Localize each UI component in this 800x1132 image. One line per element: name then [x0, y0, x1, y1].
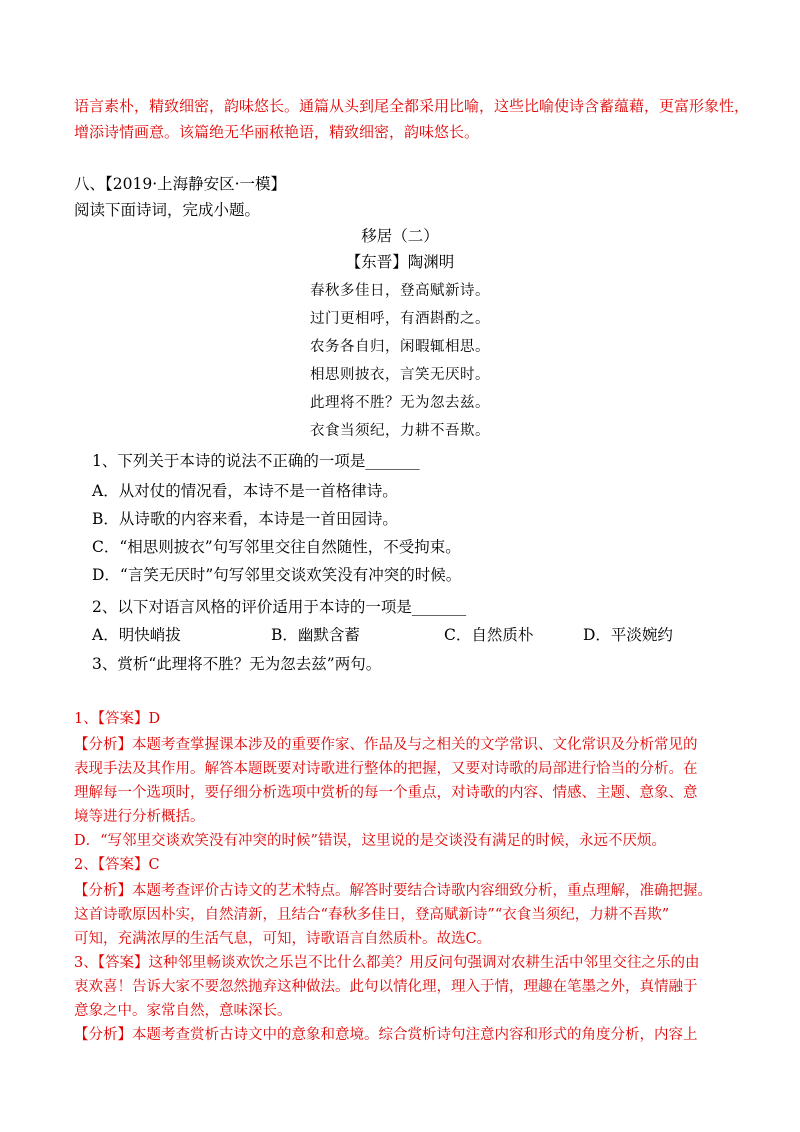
answer-3-line: 意象之中。家常自然，意味深长。	[74, 1003, 292, 1019]
analysis-1-line: 境等进行分析概括。	[74, 809, 205, 825]
answer-3-line: 3、【答案】这种邻里畅谈欢饮之乐岂不比什么都美？用反问句强调对农耕生活中邻里交往之乐的由	[74, 955, 700, 971]
poem-line: 此理将不胜？无为忽去兹。	[310, 395, 490, 411]
intro-line-1: 语言素朴，精致细密，韵味悠长。通篇从头到尾全都采用比喻，这些比喻使诗含蓄蕴藉，更富形象性，	[74, 97, 750, 115]
question-2-option-d: D．平淡婉约	[583, 626, 673, 644]
intro-line-2: 增添诗情画意。该篇绝无华丽秾艳语，精致细密，韵味悠长。	[74, 123, 480, 141]
poem-author: 【东晋】陶渊明	[345, 253, 455, 271]
question-1-option-a: A．从对仗的情况看，本诗不是一首格律诗。	[92, 482, 398, 500]
analysis-2-line: 【分析】本题考查评价古诗文的艺术特点。解答时要结合诗歌内容细致分析，重点理解，准确把握。	[74, 883, 712, 899]
analysis-1-line: 【分析】本题考查掌握课本涉及的重要作家、作品及与之相关的文学常识、文化常识及分析常见的	[74, 737, 698, 753]
answer-2: 2、【答案】C	[74, 857, 160, 873]
poem-title: 移居（二）	[361, 227, 439, 245]
poem-line: 过门更相呼，有酒斟酌之。	[310, 311, 490, 327]
question-2-option-c: C．自然质朴	[444, 626, 534, 644]
question-2-option-a: A．明快峭拔	[92, 626, 181, 644]
answer-3-line: 衷欢喜！告诉大家不要忽然抛弃这种做法。此句以情化理，理入于情，理趣在笔墨之外，真情融于	[74, 979, 698, 995]
poem-line: 农务各自归，闲暇辄相思。	[310, 339, 490, 355]
section-instruction: 阅读下面诗词，完成小题。	[74, 201, 261, 219]
poem-line: 衣食当须纪，力耕不吾欺。	[310, 423, 490, 439]
question-3-stem: 3、赏析“此理将不胜？无为忽去兹”两句。	[92, 655, 382, 673]
question-1-option-b: B．从诗歌的内容来看，本诗是一首田园诗。	[92, 510, 398, 528]
analysis-2-line: 这首诗歌原因朴实，自然清新，且结合“春秋多佳日，登高赋新诗”“衣食当须纪，力耕不吾欺”	[74, 907, 670, 923]
analysis-1-line: 理解每一个选项时，要仔细分析选项中赏析的每一个重点，对诗歌的内容、情感、主题、意象、意	[74, 785, 698, 801]
question-1-option-c: C．“相思则披衣”句写邻里交往自然随性，不受拘束。	[92, 538, 461, 556]
section-heading: 八、【2019·上海静安区·一模】	[74, 175, 287, 193]
answer-1: 1、【答案】D	[74, 711, 161, 727]
poem-line: 春秋多佳日，登高赋新诗。	[310, 283, 490, 299]
analysis-1-line: 表现手法及其作用。解答本题既要对诗歌进行整体的把握，又要对诗歌的局部进行恰当的分析。在	[74, 761, 698, 777]
question-1-option-d: D．“言笑无厌时”句写邻里交谈欢笑没有冲突的时候。	[92, 566, 462, 584]
analysis-3-line: 【分析】本题考查赏析古诗文中的意象和意境。综合赏析诗句注意内容和形式的角度分析，内容上	[74, 1027, 698, 1043]
question-2-stem: 2、以下对语言风格的评价适用于本诗的一项是_______	[92, 598, 467, 616]
analysis-2-line: 可知，充满浓厚的生活气息，可知，诗歌语言自然质朴。故选C。	[74, 931, 492, 947]
question-1-stem: 1、下列关于本诗的说法不正确的一项是_______	[92, 452, 420, 470]
question-2-option-b: B．幽默含蓄	[271, 626, 360, 644]
poem-line: 相思则披衣，言笑无厌时。	[310, 367, 490, 383]
analysis-1-line: D．“写邻里交谈欢笑没有冲突的时候”错误，这里说的是交谈没有满足的时候，永远不厌烦。	[74, 833, 666, 849]
